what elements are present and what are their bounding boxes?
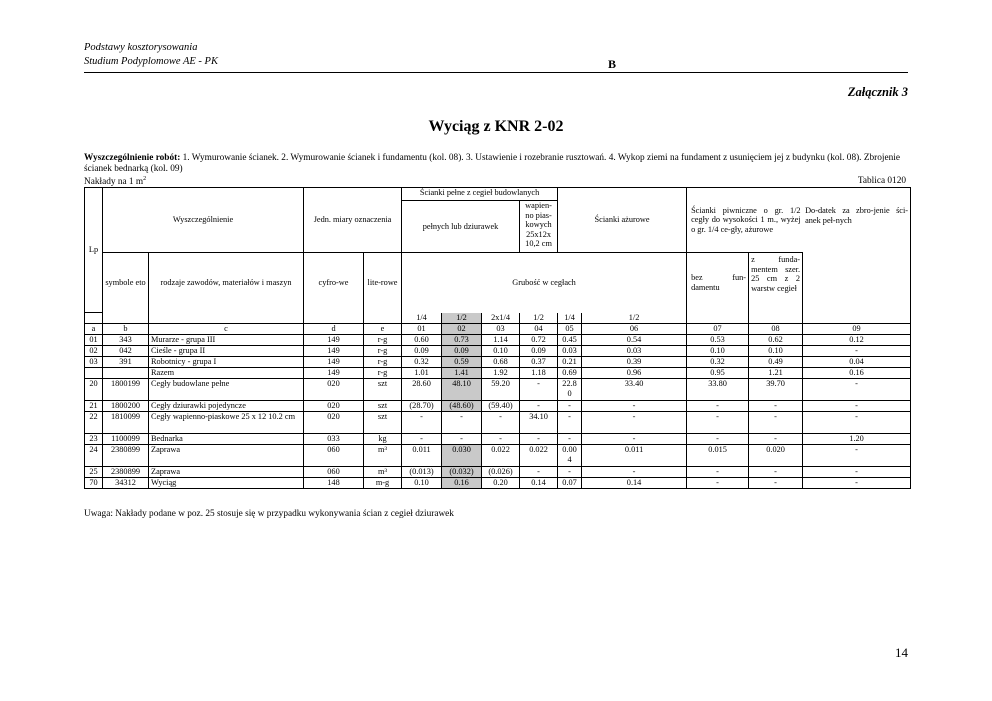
table-cell: 25 [85,467,103,478]
table-cell: 1.41 [442,368,482,379]
table-cell: 0.21 [558,357,582,368]
table-cell: szt [364,401,402,412]
table-cell: Wyciąg [149,478,304,489]
table-row [85,478,911,489]
table-cell: (0.013) [402,467,442,478]
table-cell: r-g [364,357,402,368]
header-scianki-piwniczne: Ścianki piwniczne o gr. 1/2 cegły do wysokości 1 m., wyżej o gr. 1/4 ce-gły, ażurowe [687,188,803,253]
table-cell: 0.39 [582,357,687,368]
table-cell: 0.011 [582,445,687,467]
table-cell: kg [364,434,402,445]
table-cell [103,368,149,379]
header-wyszczegolnienie: Wyszczególnienie [103,188,304,253]
table-cell: 0.10 [749,346,803,357]
fraction-cell: 1/4 [402,313,442,324]
colnum-cell: 09 [803,324,911,335]
table-cell: - [442,434,482,445]
header-course: Podstawy kosztorysowania [84,42,198,53]
table-cell: 0.09 [442,346,482,357]
table-cell: (48.60) [442,401,482,412]
colnum-cell: e [364,324,402,335]
header-symbole-eto: symbole eto [103,253,149,313]
table-cell: 0.14 [520,478,558,489]
table-cell: 1.18 [520,368,558,379]
table-cell: - [749,478,803,489]
table-cell: 042 [103,346,149,357]
table-cell: 391 [103,357,149,368]
table-cell: (28.70) [402,401,442,412]
table-cell: Razem [149,368,304,379]
table-cell: 24 [85,445,103,467]
table-row [85,445,911,467]
header-literowe: lite-rowe [364,253,402,313]
table-cell: 149 [304,357,364,368]
table-cell: 0.011 [402,445,442,467]
table-row [85,467,911,478]
table-cell: 0.020 [749,445,803,467]
header-wapienno-piaskowych: wapien-no pias-kowych 25x12x 10,2 cm [520,201,558,253]
naklady-label: Nakłady na 1 $m^2$ [84,176,147,188]
table-cell: 33.40 [582,379,687,401]
table-row [85,434,911,445]
table-cell: 149 [304,335,364,346]
table-cell: 060 [304,467,364,478]
table-cell: - [402,434,442,445]
table-cell: - [687,401,749,412]
table-cell: - [482,434,520,445]
table-cell: 0.72 [520,335,558,346]
table-cell: 0.030 [442,445,482,467]
table-cell: Zaprawa [149,467,304,478]
table-cell: 1.92 [482,368,520,379]
table-cell: - [582,401,687,412]
table-cell: - [687,478,749,489]
table-cell: 39.70 [749,379,803,401]
fraction-cell: 2x1/4 [482,313,520,324]
table-cell: 0.07 [558,478,582,489]
table-cell: - [582,412,687,434]
table-cell: - [520,401,558,412]
header-jednostki: Jedn. miary oznaczenia [304,188,402,253]
table-cell: 0.95 [687,368,749,379]
table-cell: - [558,434,582,445]
table-cell: 22.8 0 [558,379,582,401]
table-cell: Cegły wapienno-piaskowe 25 x 12 10.2 cm [149,412,304,434]
table-cell: Robotnicy - grupa I [149,357,304,368]
table-cell: - [803,478,911,489]
table-cell: (0.026) [482,467,520,478]
header-pelnych-lub-dziurawek: pełnych lub dziurawek [402,201,520,253]
table-cell: r-g [364,368,402,379]
running-header [84,41,218,69]
table-cell: - [582,467,687,478]
table-cell: 0.73 [442,335,482,346]
table-cell: Cegły dziurawki pojedyncze [149,401,304,412]
colnum-cell: 06 [582,324,687,335]
table-cell: m-g [364,478,402,489]
table-cell: 0.022 [482,445,520,467]
table-cell: 33.80 [687,379,749,401]
fraction-cell: 1/4 [558,313,582,324]
table-cell: 01 [85,335,103,346]
table-cell: m³ [364,467,402,478]
table-cell: 0.03 [558,346,582,357]
table-cell: 148 [304,478,364,489]
table-cell: 0.32 [687,357,749,368]
header-scianki-pelne: Ścianki pełne z cegieł budowlanych [402,188,558,201]
table-cell: - [558,467,582,478]
table-cell: - [749,467,803,478]
header-z-fundamentem: z funda-mentem szer. 25 cm z 2 warstw cegieł [749,253,803,313]
table-cell: 23 [85,434,103,445]
table-cell: szt [364,412,402,434]
colnum-cell: b [103,324,149,335]
table-cell: - [687,467,749,478]
table-cell: 0.09 [520,346,558,357]
table-cell: 1.21 [749,368,803,379]
header-grubosc: Grubość w cegłach [402,253,687,313]
table-cell: 020 [304,379,364,401]
table-cell: 0.53 [687,335,749,346]
table-cell: 0.54 [582,335,687,346]
header-scianki-azurowe: Ścianki ażurowe [558,188,687,253]
table-cell: 03 [85,357,103,368]
table-cell: - [749,401,803,412]
table-cell: - [582,434,687,445]
table-cell: - [687,412,749,434]
table-cell: 020 [304,412,364,434]
table-cell: 0.10 [402,478,442,489]
table-cell: 59.20 [482,379,520,401]
table-cell: m³ [364,445,402,467]
colnum-cell: 03 [482,324,520,335]
table-cell: 0.20 [482,478,520,489]
table-cell: Murarze - grupa III [149,335,304,346]
table-cell: 28.60 [402,379,442,401]
work-description-text: 1. Wymurowanie ścianek. 2. Wymurowanie ścianek i fundamentu (kol. 08). 3. Ustawienie i rozebranie rusztowań. 4. Wykop ziemi na fundament z usunięciem jej z budynku (kol. 08). Zbrojenie ścianek bednarką (kol. 09) [84,153,900,174]
colnum-cell: a [85,324,103,335]
colnum-cell: 02 [442,324,482,335]
table-cell: - [803,445,911,467]
header-cyfrowe: cyfro-we [304,253,364,313]
table-cell: 34.10 [520,412,558,434]
table-cell: szt [364,379,402,401]
table-cell: 0.32 [402,357,442,368]
header-program: Studium Podyplomowe AE - PK [84,56,218,67]
table-cell: 0.16 [442,478,482,489]
table-cell: 0.015 [687,445,749,467]
table-cell: - [803,412,911,434]
table-cell: 0.09 [402,346,442,357]
table-cell: 149 [304,368,364,379]
table-cell: 0.45 [558,335,582,346]
table-cell: (0.032) [442,467,482,478]
table-cell: 20 [85,379,103,401]
table-cell: 0.96 [582,368,687,379]
colnum-cell: 05 [558,324,582,335]
table-cell: - [803,379,911,401]
table-cell: Cegły budowlane pełne [149,379,304,401]
table-cell: (59.40) [482,401,520,412]
table-cell: 70 [85,478,103,489]
table-cell: 1810099 [103,412,149,434]
colnum-cell: 04 [520,324,558,335]
table-cell: r-g [364,346,402,357]
table-cell: 060 [304,445,364,467]
table-cell: 0.10 [687,346,749,357]
table-cell: 020 [304,401,364,412]
table-cell: - [749,434,803,445]
table-row [85,357,911,368]
table-cell: Cieśle - grupa II [149,346,304,357]
fraction-cell: 1/2 [582,313,687,324]
table-row [85,379,911,401]
table-cell: 0.10 [482,346,520,357]
table-cell: - [482,412,520,434]
table-cell: 0.62 [749,335,803,346]
table-cell: 02 [85,346,103,357]
table-cell: 0.03 [582,346,687,357]
table-cell: 033 [304,434,364,445]
table-cell: - [803,467,911,478]
table-row [85,335,911,346]
table-cell: 1.20 [803,434,911,445]
table-cell: - [520,434,558,445]
colnum-cell: 08 [749,324,803,335]
header-letter: B [608,57,617,71]
table-row [85,368,911,379]
header-bez-fundamentu: bez fun-damentu [687,253,749,313]
table-cell: 149 [304,346,364,357]
table-cell: 0.69 [558,368,582,379]
table-row [85,401,911,412]
table-cell: Zaprawa [149,445,304,467]
table-cell: 1100099 [103,434,149,445]
tablica-label: Tablica 0120 [857,176,906,186]
table-cell: 343 [103,335,149,346]
table-cell: 0.37 [520,357,558,368]
colnum-cell: 01 [402,324,442,335]
knr-table [84,187,911,489]
table-cell: 0.60 [402,335,442,346]
table-cell: 0.00 4 [558,445,582,467]
table-cell: - [558,412,582,434]
table-cell: - [803,346,911,357]
table-cell: 48.10 [442,379,482,401]
table-cell: - [520,467,558,478]
table-cell: - [520,379,558,401]
fraction-cell: 1/2 [520,313,558,324]
table-cell: - [803,401,911,412]
header-lp: Lp [85,188,103,313]
work-description [84,153,908,175]
table-cell: 0.12 [803,335,911,346]
table-cell: 1800199 [103,379,149,401]
colnum-cell: d [304,324,364,335]
table-cell: 34312 [103,478,149,489]
table-cell: - [558,401,582,412]
table-cell: 0.59 [442,357,482,368]
colnum-cell: 07 [687,324,749,335]
table-cell: Bednarka [149,434,304,445]
table-cell: 21 [85,401,103,412]
header-rule [84,72,908,73]
table-cell: 0.04 [803,357,911,368]
page-title: Wyciąg z KNR 2-02 [428,118,564,135]
table-body [85,335,911,489]
table-cell: 1.01 [402,368,442,379]
table-cell: 0.49 [749,357,803,368]
table-cell: 0.14 [582,478,687,489]
table-cell [85,368,103,379]
table-row [85,412,911,434]
annex-label: Załącznik 3 [847,85,908,99]
note: Uwaga: Nakłady podane w poz. 25 stosuje się w przypadku wykonywania ścian z cegieł dziurawek [84,509,454,519]
column-number-row [85,324,911,335]
table-cell: - [442,412,482,434]
fraction-cell: 1/2 [442,313,482,324]
work-description-label: Wyszczególnienie robót: [84,153,181,163]
table-cell: - [687,434,749,445]
table-cell: 22 [85,412,103,434]
header-rodzaje: rodzaje zawodów, materiałów i maszyn [149,253,304,313]
table-cell: 0.022 [520,445,558,467]
table-cell: - [749,412,803,434]
page-number: 14 [895,645,908,660]
table-cell: 2380899 [103,467,149,478]
table-cell: - [402,412,442,434]
table-cell: r-g [364,335,402,346]
header-dodatek: Do-datek za zbro-jenie ści-anek peł-nych [803,188,911,313]
table-row [85,346,911,357]
colnum-cell: c [149,324,304,335]
table-cell: 2380899 [103,445,149,467]
table-cell: 0.68 [482,357,520,368]
table-cell: 0.16 [803,368,911,379]
table-cell: 1.14 [482,335,520,346]
table-cell: 1800200 [103,401,149,412]
